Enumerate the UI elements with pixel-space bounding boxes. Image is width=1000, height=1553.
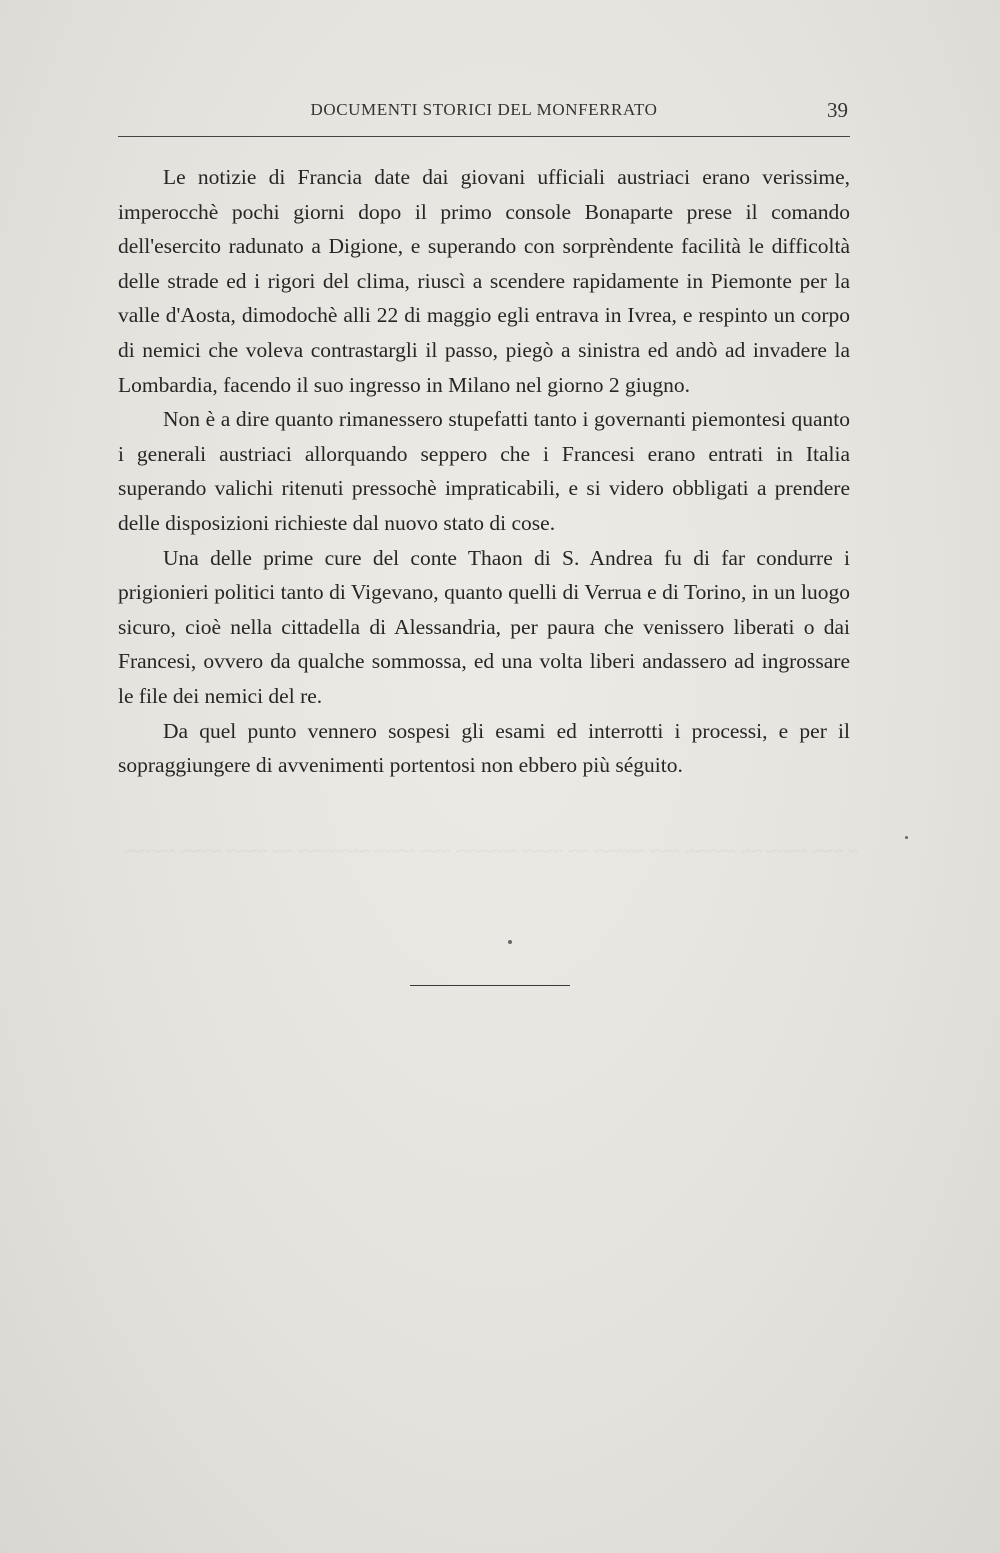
ink-speck: [905, 836, 908, 839]
ink-speck: [508, 940, 512, 944]
paragraph: Le notizie di Francia date dai giovani ufficiali austriaci erano verissime, imperocchè pochi giorni dopo il primo console Bonaparte prese il comando dell'esercito radunato a Digione, e superando con sorprèndente facilità le difficoltà delle strade ed i rigori del clima, riuscì a scendere rapidamente in Piemonte per la valle d'Aosta, dimodochè alli 22 di maggio egli entrava in Ivrea, e respinto un corpo di nemici che voleva contrastargli il passo, piegò a sinistra ed andò ad invadere la Lombardia, facendo il suo ingresso in Milano nel giorno 2 giugno.: [118, 165, 850, 397]
end-rule: [410, 985, 570, 986]
paragraph: Non è a dire quanto rimanessero stupefatti tanto i governanti piemontesi quanto i generali austriaci allorquando seppero che i Francesi erano entrati in Italia superando valichi ritenuti pressochè impraticabili, e si videro obbligati a prendere delle disposizioni richieste dal nuovo stato di cose.: [118, 407, 850, 535]
bleed-through-texture: ~ ~~~ ~~~~ ~~ ~~~~~ ~~~ ~~~~~ ~~ ~~~~ ~~~~~~ ~~~ ~~~~ ~~~~~~~ ~~ ~~~~ ~~~~ ~~~~~: [124, 841, 858, 862]
header-rule: [118, 136, 850, 137]
running-title: DOCUMENTI STORICI DEL MONFERRATO: [310, 100, 658, 119]
paragraph: Una delle prime cure del conte Thaon di S. Andrea fu di far condurre i prigionieri politici tanto di Vigevano, quanto quelli di Verrua e di Torino, in un luogo sicuro, cioè nella cittadella di Alessandria, per paura che venissero liberati o dai Francesi, ovvero da qualche sommossa, ed una volta liberi andassero ad ingrossare le file dei nemici del re.: [118, 545, 850, 708]
page-number: 39: [827, 98, 848, 122]
running-head: [118, 98, 850, 124]
body-text: [118, 160, 850, 783]
paragraph: Da quel punto vennero sospesi gli esami ed interrotti i processi, e per il sopraggiungere di avvenimenti portentosi non ebbero più séguito.: [118, 718, 850, 778]
